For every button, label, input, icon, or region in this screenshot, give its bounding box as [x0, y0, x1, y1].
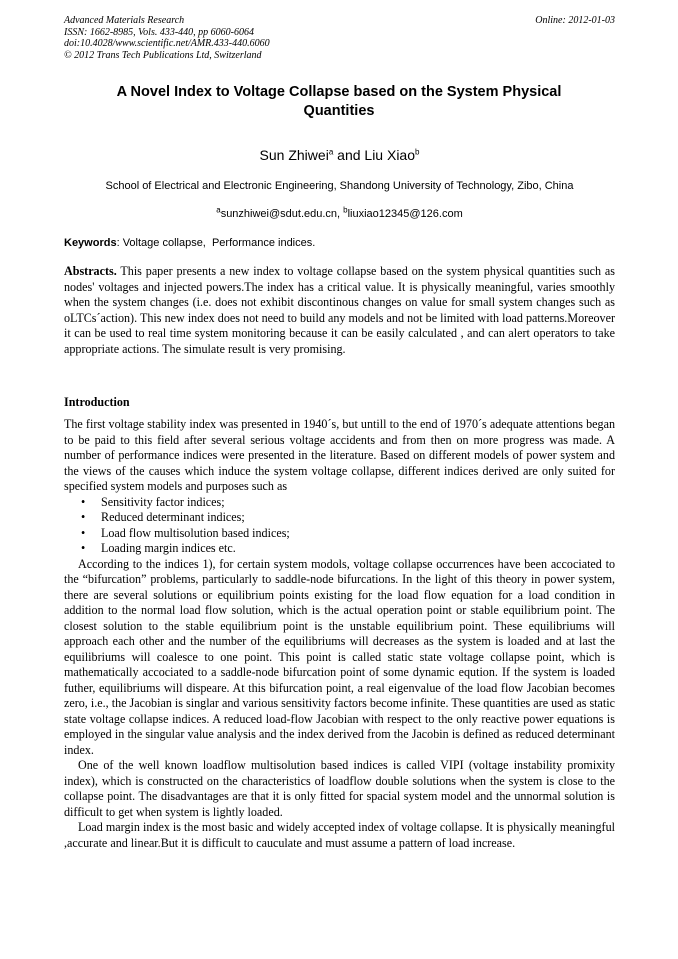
list-item	[64, 495, 615, 511]
list-item-text: Load flow multisolution based indices;	[101, 525, 290, 540]
keywords-text: : Voltage collapse, Performance indices.	[116, 237, 316, 249]
list-item-text: Sensitivity factor indices;	[101, 494, 225, 509]
bullet-icon: •	[81, 494, 86, 509]
index-type-list	[64, 495, 615, 557]
abstract-text: This paper presents a new index to voltage collapse based on the system physical quantities such as nodes' voltages and injected powers.The index has a critical value. It is physically meaningful, varies smoothly when the system changes (i.e. does not exhibit discontinous changes on value for small system changes such as oLTCs´action). This new index does not need to build any models and not be limited with load patterns.Moreover it can be used to real time system monitoring because it can be easily calculated , and can alert operators to take appropriate actions. The simulate result is very promising.	[64, 264, 615, 356]
email-b-mark: b	[343, 205, 348, 215]
journal-header	[64, 15, 615, 61]
bullet-icon: •	[81, 510, 86, 524]
list-item	[64, 510, 615, 526]
list-item	[64, 541, 615, 557]
bullet-icon: •	[81, 541, 86, 555]
list-item-text: Loading margin indices etc.	[101, 541, 236, 555]
author-1-affil-mark: a	[328, 147, 334, 157]
affiliation: School of Electrical and Electronic Engineering, Shandong University of Technology, Zibo, China	[105, 180, 574, 192]
intro-paragraph-3: One of the well known loadflow multisolution based indices is called VIPI (voltage instability promixity index), which is constructed on the characteristics of loadflow double solutions when the system is close to the collapse point. The disadvantages are that it is only fitted for spacial system model and the unnormal solution is difficult to get when system is lightly loaded.	[64, 758, 615, 819]
intro-paragraph-2: According to the indices 1), for certain system modols, voltage collapse occurrences have been accociated to the “bifurcation” problems, particularly to saddle-node bifurcations. In the light of this theory in power system, there are several solutions or equilibrium points existing for the load flow equation for a load condition in addition to the normal load flow solution, which is the actual operation point or stable equilibrium point. The closest solution to the stable equilibrium point is the unstable equilibrium point. These equilibriums will approach each other and the number of the equilibriums will decreases as the system is loaded and at last the equilibriums will coalesce to one point. This point is called static state voltage collapse point, which is mathematically accociated to a saddle-node bifurcation point of some dynamic eqution. If the system is loaded futher, equilibriums will dispeare. At this bifurcation point, a real eigenvalue of the load flow Jacobian becomes zero, i.e., the Jacobian is singlar and various sensitivity factors become infinite. These quantities are used as static state voltage collapse indices. A reduced load-flow Jacobian with respect to the only reactive power equations is employed in the singular value analysis and the index derived from the Jacobin is defined as reduced determinant index.	[64, 556, 615, 757]
email-b: liuxiao12345@126.com	[347, 208, 463, 220]
online-date: Online: 2012-01-03	[535, 15, 615, 26]
introduction-heading: Introduction	[64, 395, 130, 409]
email-a-mark: a	[216, 205, 221, 215]
author-line	[64, 146, 615, 164]
abstract	[64, 264, 615, 357]
email-a: sunzhiwei@sdut.edu.cn,	[220, 208, 344, 220]
doi-line: doi:10.4028/www.scientific.net/AMR.433-440.6060	[64, 38, 270, 49]
journal-name: Advanced Materials Research	[64, 15, 185, 26]
email-line	[64, 207, 615, 221]
bullet-icon: •	[81, 525, 86, 540]
intro-paragraph-4: Load margin index is the most basic and widely accepted index of voltage collapse. It is physically meaningful ,accurate and linear.But it is difficult to cauculate and must assume a pattern of load increase.	[64, 820, 615, 850]
keywords-label: Keywords	[64, 237, 117, 249]
list-item	[64, 526, 615, 542]
author-conjunction: and	[333, 147, 365, 163]
paper-title: A Novel Index to Voltage Collapse based on the System Physical Quantities	[116, 84, 562, 119]
author-2: Liu Xiao	[364, 147, 415, 163]
list-item-text: Reduced determinant indices;	[101, 510, 245, 524]
intro-paragraph-1: The first voltage stability index was presented in 1940´s, but untill to the end of 1970´s adequate attentions began to be paid to this field after several serious voltage accidents and from then on more progress was made. A number of performance indices were presented in the literature. Based on different models of power system and the views of the causes which induce the system voltage collapse, different indices derived are only suited for specified system models and purposes such as	[64, 417, 615, 493]
keywords	[64, 236, 615, 250]
abstract-label: Abstracts.	[64, 264, 117, 278]
copyright-line: © 2012 Trans Tech Publications Ltd, Switzerland	[64, 49, 262, 61]
issn-line: ISSN: 1662-8985, Vols. 433-440, pp 6060-6064	[64, 26, 254, 38]
author-2-affil-mark: b	[415, 147, 420, 157]
author-1: Sun Zhiwei	[259, 147, 329, 163]
introduction-section	[64, 417, 615, 851]
